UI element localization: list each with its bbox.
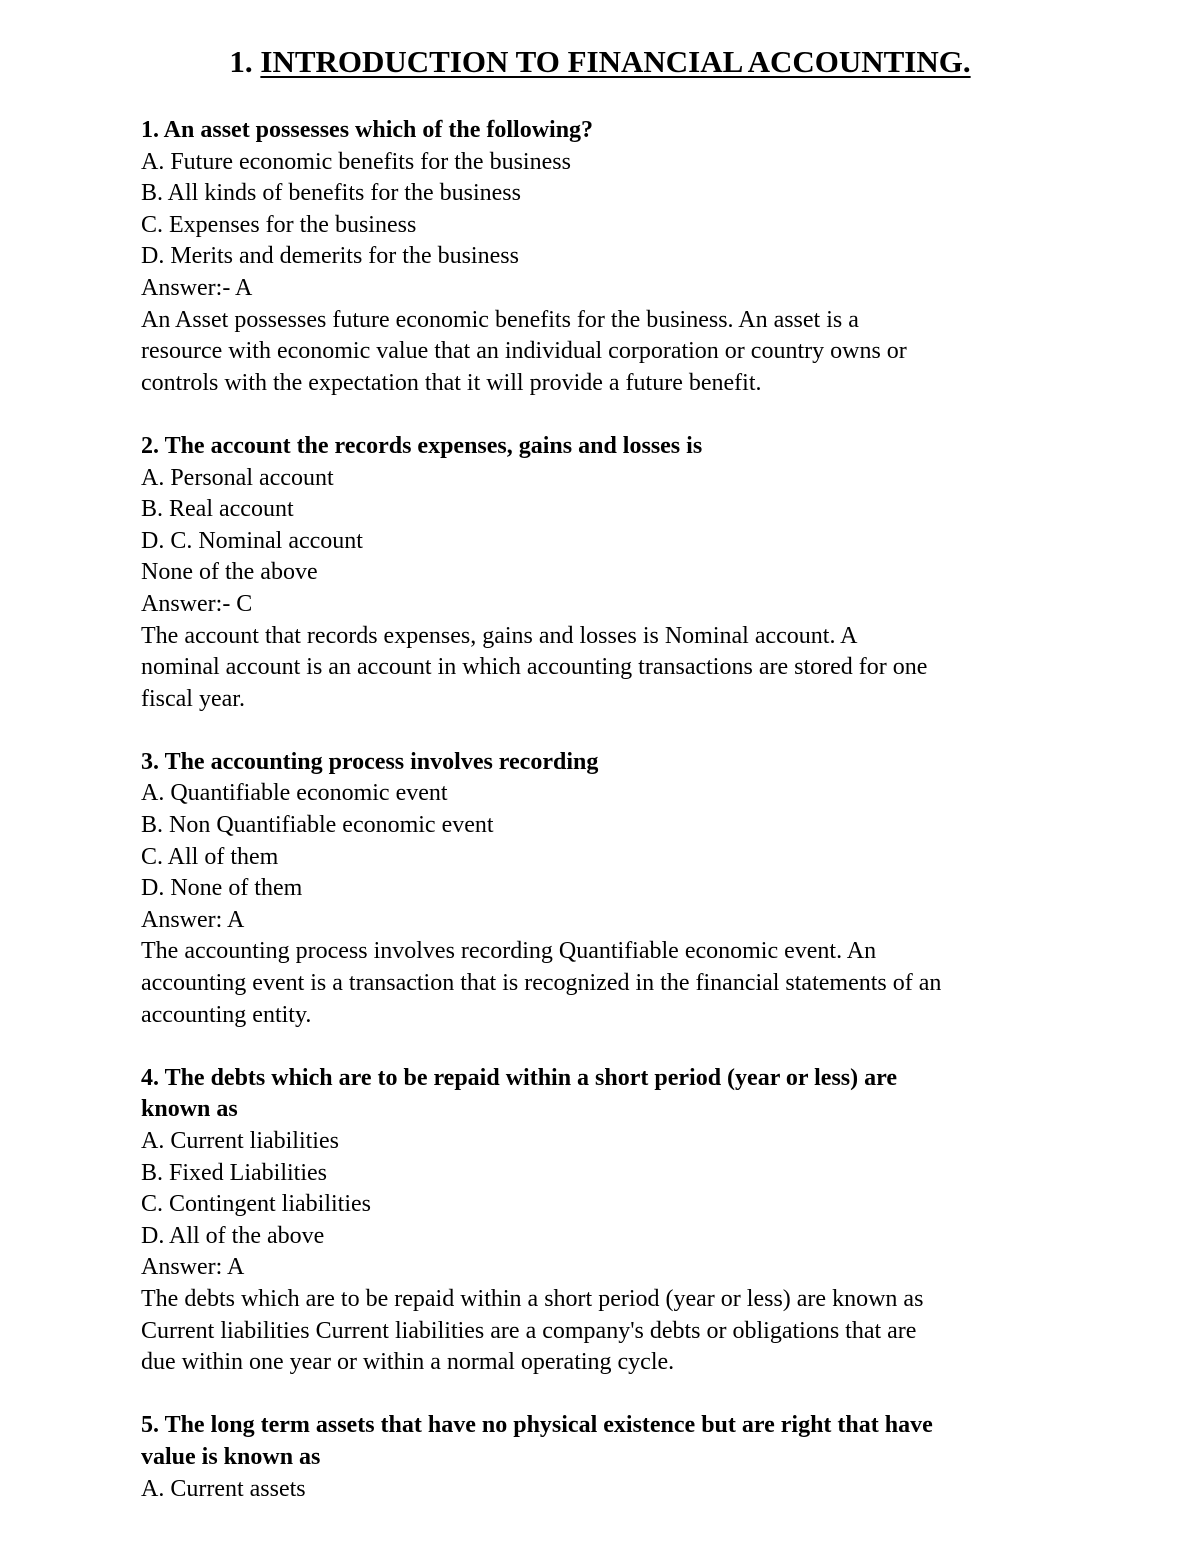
- question-block: [141, 1063, 1071, 1379]
- question-text: 2. The account the records expenses, gains and losses is: [141, 432, 703, 459]
- option-c: C. Contingent liabilities: [141, 1191, 371, 1218]
- explanation-line: nominal account is an account in which accounting transactions are stored for one: [141, 654, 928, 681]
- explanation-line: The account that records expenses, gains and losses is Nominal account. A: [141, 622, 858, 649]
- answer-line: Answer: A: [141, 1254, 245, 1281]
- option-d: D. None of them: [141, 875, 303, 902]
- question-text: 4. The debts which are to be repaid within a short period (year or less) are: [141, 1064, 897, 1091]
- explanation-line: due within one year or within a normal operating cycle.: [141, 1349, 675, 1376]
- explanation-line: The debts which are to be repaid within a short period (year or less) are known as: [141, 1285, 924, 1312]
- answer-line: Answer:- A: [141, 274, 253, 301]
- option-a: A. Future economic benefits for the business: [141, 148, 571, 175]
- option-d: None of the above: [141, 559, 318, 586]
- question-text: value is known as: [141, 1443, 321, 1470]
- explanation-line: resource with economic value that an individual corporation or country owns or: [141, 338, 907, 365]
- answer-line: Answer:- C: [141, 590, 253, 617]
- explanation-line: accounting entity.: [141, 1001, 312, 1028]
- option-b: B. Non Quantifiable economic event: [141, 812, 494, 839]
- questions-list: [141, 115, 1071, 1537]
- title-number: 1.: [229, 44, 253, 79]
- option-c: C. Expenses for the business: [141, 211, 417, 238]
- option-a: A. Quantifiable economic event: [141, 780, 448, 807]
- question-block: [141, 431, 1071, 715]
- explanation-line: Current liabilities Current liabilities are a company's debts or obligations that are: [141, 1317, 917, 1344]
- question-text: 1. An asset possesses which of the following?: [141, 117, 594, 143]
- option-b: B. All kinds of benefits for the business: [141, 180, 521, 207]
- option-b: B. Fixed Liabilities: [141, 1159, 327, 1186]
- question-block: [141, 1410, 1071, 1505]
- explanation-line: An Asset possesses future economic benefits for the business. An asset is a: [141, 306, 859, 333]
- title-text: INTRODUCTION TO FINANCIAL ACCOUNTING.: [260, 44, 971, 79]
- option-b: B. Real account: [141, 496, 294, 523]
- explanation-line: controls with the expectation that it will provide a future benefit.: [141, 369, 762, 396]
- explanation-line: fiscal year.: [141, 685, 245, 712]
- option-a: A. Current liabilities: [141, 1128, 339, 1154]
- option-c: D. C. Nominal account: [141, 527, 363, 554]
- option-d: D. All of the above: [141, 1222, 325, 1249]
- question-text: 5. The long term assets that have no physical existence but are right that have: [141, 1412, 933, 1439]
- question-block: [141, 115, 1071, 399]
- explanation-line: The accounting process involves recording Quantifiable economic event. An: [141, 938, 877, 965]
- explanation-line: accounting event is a transaction that is recognized in the financial statements of an: [141, 970, 942, 997]
- question-text: known as: [141, 1096, 238, 1123]
- answer-line: Answer: A: [141, 906, 245, 933]
- question-block: [141, 747, 1071, 1031]
- option-a: A. Current assets: [141, 1475, 306, 1502]
- option-a: A. Personal account: [141, 464, 334, 491]
- option-c: C. All of them: [141, 843, 279, 870]
- option-d: D. Merits and demerits for the business: [141, 243, 519, 270]
- question-text: 3. The accounting process involves recording: [141, 748, 599, 775]
- document-title: [0, 42, 1200, 82]
